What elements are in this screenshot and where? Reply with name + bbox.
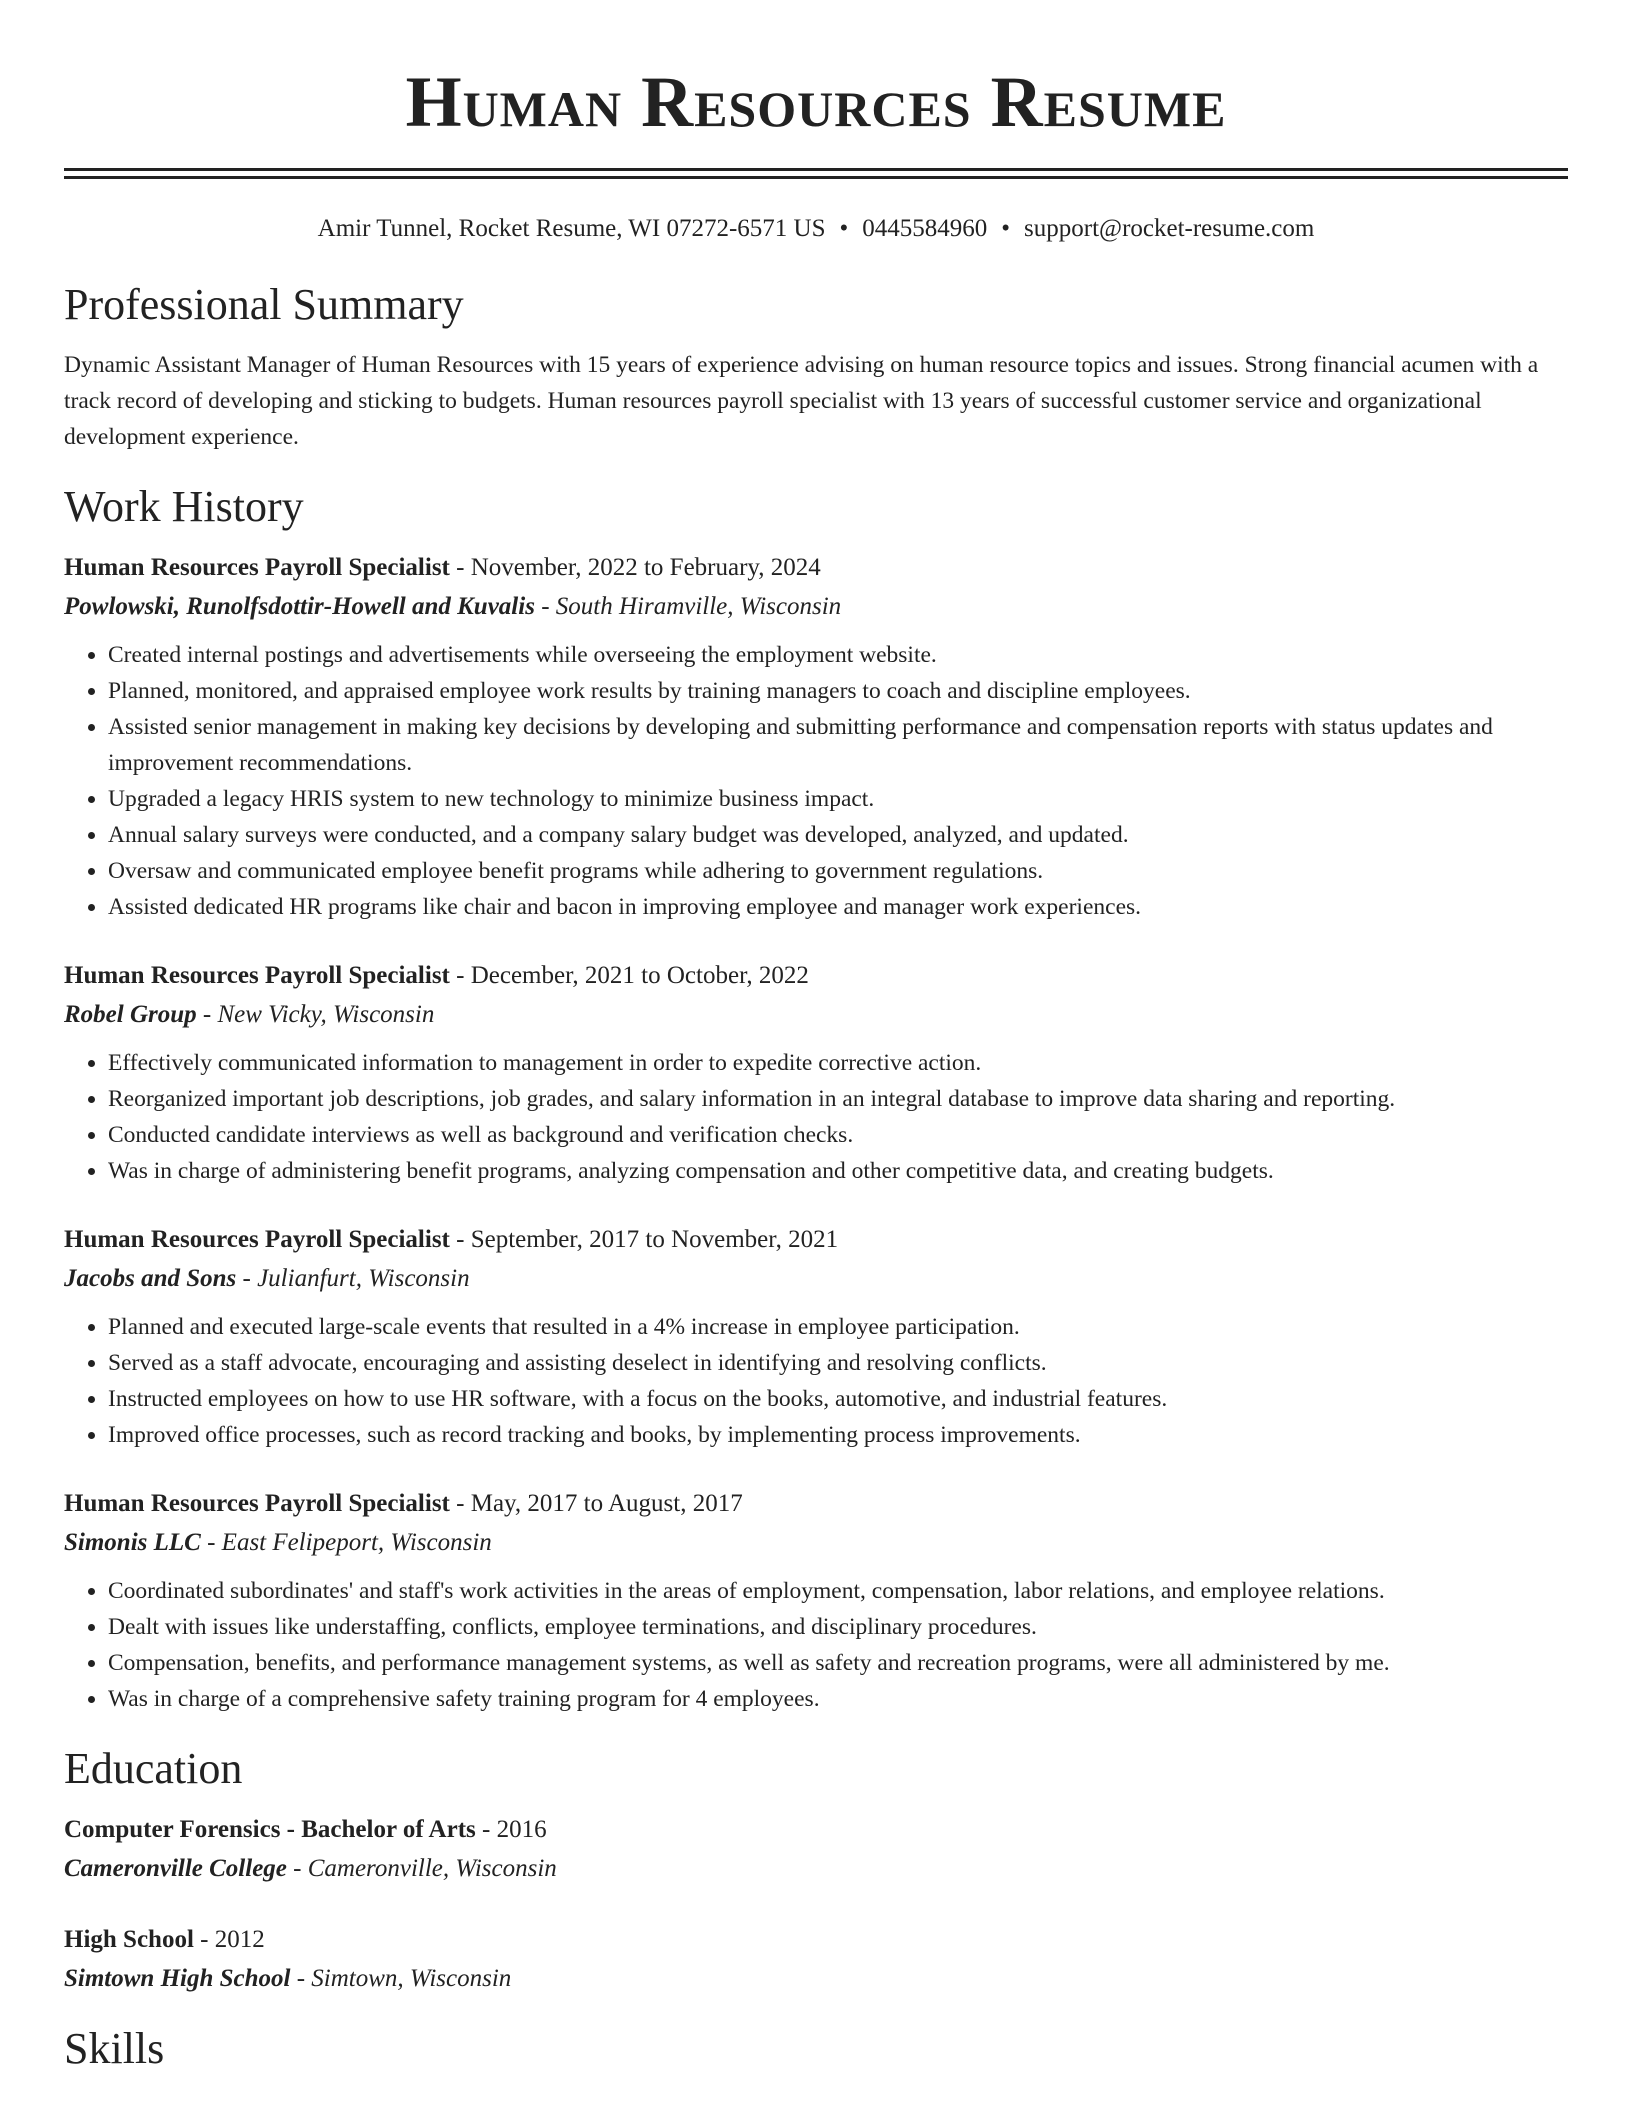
education-location: - Simtown, Wisconsin — [290, 1965, 512, 1992]
resume-page — [64, 0, 1568, 2075]
job-dates: - May, 2017 to August, 2017 — [449, 1490, 743, 1517]
job-bullet: • Instructed employees on how to use HR software, with a focus on the books, automotive, and industrial features. — [108, 1381, 1568, 1417]
job-bullet: • Effectively communicated information to management in order to expedite corrective action. — [108, 1045, 1568, 1081]
job-heading — [64, 1221, 1568, 1259]
education-school-line — [64, 1959, 1568, 1999]
education-degree: High School — [64, 1926, 194, 1953]
job-bullet: • Annual salary surveys were conducted, and a company salary budget was developed, analyzed, and updated. — [108, 817, 1568, 853]
job-dates: - November, 2022 to February, 2024 — [449, 554, 821, 581]
contact-separator: • — [1001, 215, 1011, 242]
job-company-line — [64, 1259, 1568, 1299]
education-heading — [64, 1811, 1568, 1849]
contact-phone: 0445584960 — [862, 215, 988, 242]
section-title-work-history: Work History — [64, 482, 304, 531]
job-entry — [64, 549, 1568, 925]
job-bullet: • Was in charge of a comprehensive safety training program for 4 employees. — [108, 1681, 1568, 1717]
job-dates: - December, 2021 to October, 2022 — [449, 962, 809, 989]
job-bullets — [64, 637, 1568, 925]
job-bullet: • Improved office processes, such as record tracking and books, by implementing process improvements. — [108, 1417, 1568, 1453]
job-location: - East Felipeport, Wisconsin — [200, 1529, 492, 1556]
contact-separator: • — [839, 215, 849, 242]
job-location: - South Hiramville, Wisconsin — [534, 593, 842, 620]
job-dates: - September, 2017 to November, 2021 — [449, 1226, 839, 1253]
job-bullet: • Assisted dedicated HR programs like chair and bacon in improving employee and manager work experiences. — [108, 889, 1568, 925]
resume-title: Human Resources Resume — [405, 62, 1227, 142]
job-title: Human Resources Payroll Specialist — [64, 962, 450, 989]
education-location: - Cameronville, Wisconsin — [286, 1855, 557, 1882]
education-heading — [64, 1921, 1568, 1959]
job-company-line — [64, 587, 1568, 627]
job-bullet: • Dealt with issues like understaffing, conflicts, employee terminations, and disciplinary procedures. — [108, 1609, 1568, 1645]
job-bullet: • Oversaw and communicated employee benefit programs while adhering to government regulations. — [108, 853, 1568, 889]
job-bullet: • Planned, monitored, and appraised employee work results by training managers to coach and discipline employees. — [108, 673, 1568, 709]
education-school-line — [64, 1849, 1568, 1889]
job-company: Powlowski, Runolfsdottir-Howell and Kuvalis — [64, 593, 535, 620]
job-title: Human Resources Payroll Specialist — [64, 554, 450, 581]
job-company: Robel Group — [64, 1001, 197, 1028]
job-bullets — [64, 1045, 1568, 1189]
job-company-line — [64, 1523, 1568, 1563]
job-bullets — [64, 1309, 1568, 1453]
job-entry — [64, 1221, 1568, 1453]
job-location: - Julianfurt, Wisconsin — [236, 1265, 470, 1292]
contact-address: Amir Tunnel, Rocket Resume, WI 07272-6571 US — [317, 215, 826, 242]
job-heading — [64, 957, 1568, 995]
job-bullet: • Compensation, benefits, and performance management systems, as well as safety and recreation programs, were all administered by me. — [108, 1645, 1568, 1681]
contact-line — [64, 213, 1568, 245]
education-degree: Computer Forensics - Bachelor of Arts — [64, 1816, 476, 1843]
education-school: Cameronville College — [64, 1855, 287, 1882]
job-bullet: • Assisted senior management in making key decisions by developing and submitting performance and compensation reports with status updates and improvement recommendations. — [108, 709, 1568, 781]
education-school: Simtown High School — [64, 1965, 291, 1992]
job-title: Human Resources Payroll Specialist — [64, 1490, 450, 1517]
education-year: - 2012 — [193, 1926, 265, 1953]
job-bullets — [64, 1573, 1568, 1717]
job-company: Simonis LLC — [64, 1529, 201, 1556]
education-entry — [64, 1811, 1568, 1889]
job-entry — [64, 1485, 1568, 1717]
contact-email: support@rocket-resume.com — [1024, 215, 1315, 242]
summary-text: Dynamic Assistant Manager of Human Resources with 15 years of experience advising on human resource topics and issues. Strong financial acumen with a track record of developing and sticking to budgets. Human resources payroll specialist with 13 years of successful customer service and organizational development experience. — [64, 352, 1539, 450]
job-bullet: • Served as a staff advocate, encouraging and assisting deselect in identifying and resolving conflicts. — [108, 1345, 1568, 1381]
job-heading — [64, 1485, 1568, 1523]
job-location: - New Vicky, Wisconsin — [196, 1001, 435, 1028]
job-heading — [64, 549, 1568, 587]
job-bullet: • Was in charge of administering benefit programs, analyzing compensation and other competitive data, and creating budgets. — [108, 1153, 1568, 1189]
section-title-education: Education — [64, 1744, 243, 1793]
section-title-skills: Skills — [64, 2024, 165, 2073]
job-title: Human Resources Payroll Specialist — [64, 1226, 450, 1253]
education-year: - 2016 — [475, 1816, 547, 1843]
job-bullet: • Conducted candidate interviews as well as background and verification checks. — [108, 1117, 1568, 1153]
job-bullet: • Coordinated subordinates' and staff's work activities in the areas of employment, compensation, labor relations, and employee relations. — [108, 1573, 1568, 1609]
job-bullet: • Upgraded a legacy HRIS system to new technology to minimize business impact. — [108, 781, 1568, 817]
job-bullet: • Planned and executed large-scale events that resulted in a 4% increase in employee participation. — [108, 1309, 1568, 1345]
job-company-line — [64, 995, 1568, 1035]
job-entry — [64, 957, 1568, 1189]
job-company: Jacobs and Sons — [64, 1265, 237, 1292]
job-bullet: • Created internal postings and advertisements while overseeing the employment website. — [108, 637, 1568, 673]
title-double-rule — [64, 168, 1568, 179]
job-bullet: • Reorganized important job descriptions, job grades, and salary information in an integral database to improve data sharing and reporting. — [108, 1081, 1568, 1117]
education-entry — [64, 1921, 1568, 1999]
section-title-professional-summary: Professional Summary — [64, 280, 464, 329]
